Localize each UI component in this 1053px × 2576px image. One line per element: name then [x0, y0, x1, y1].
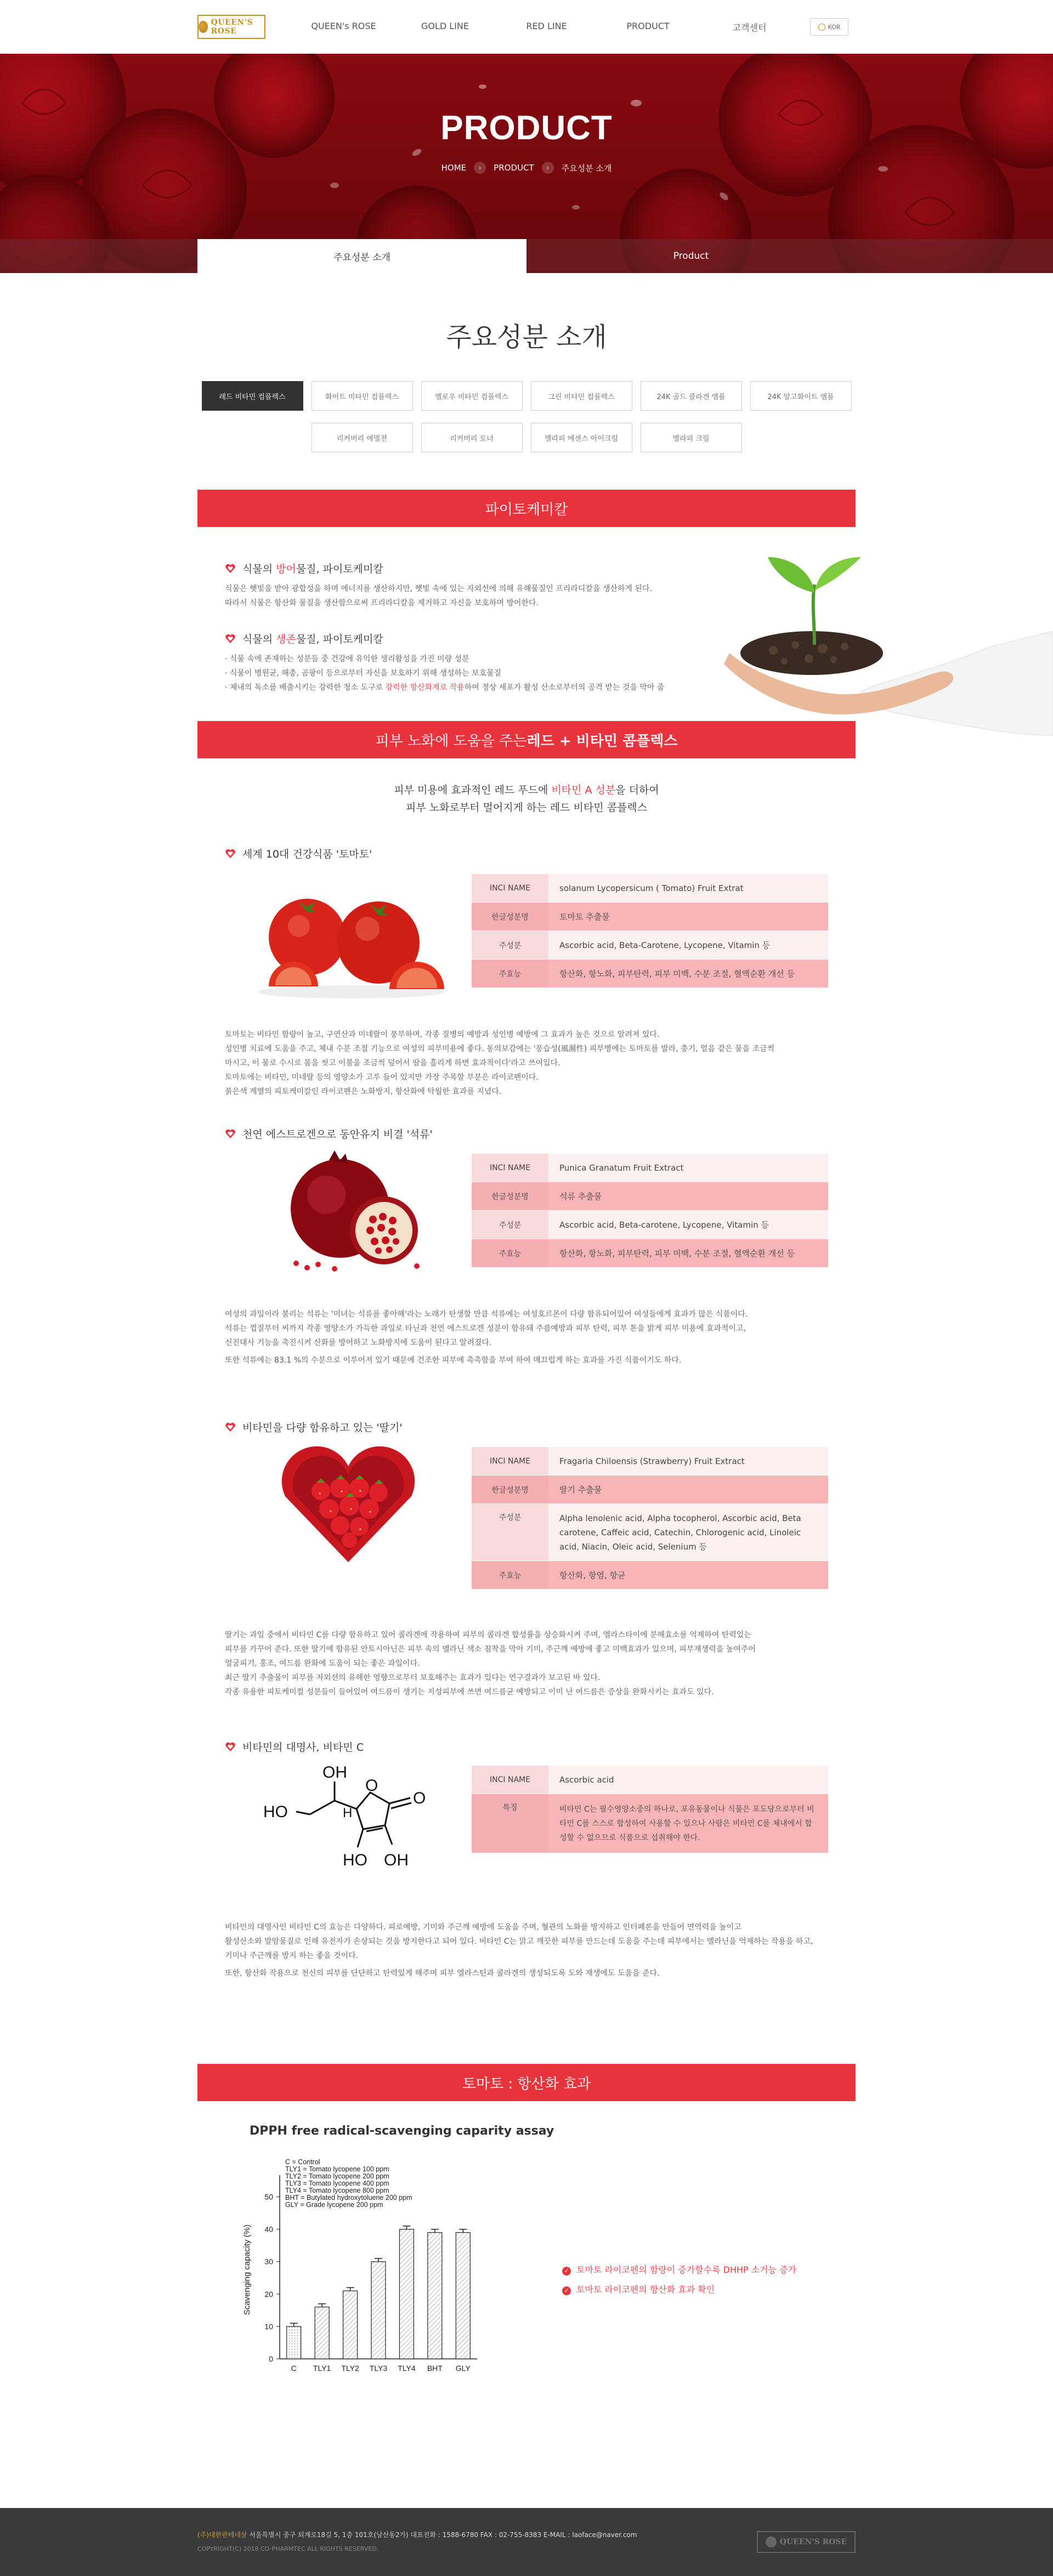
page-title: 주요성분 소개 [446, 322, 607, 353]
check-circle-icon: ✓ [562, 2286, 571, 2295]
row-value: 토마토 추출물 [548, 903, 828, 930]
row-value: 항산화, 항노화, 피부탄력, 피부 미백, 수분 조절, 혈액순환 개선 등 [548, 1239, 828, 1267]
table-row [472, 1504, 828, 1561]
antioxidant-section [197, 2101, 856, 2441]
text: 각종 유용한 피토케미컬 성분들이 들어있어 여드름이 생기는 지성피부에 쓰면 여드름균 예방되고 이미 난 여드름은 증상을 완화시키는 효과도 있다. [225, 1688, 714, 1696]
bullet: · 식물 속에 존재하는 성분들 중 건강에 유익한 생리활성을 가진 미량 성분 [225, 652, 707, 666]
food-description [225, 1028, 828, 1099]
text: 물질, 파이토케미칼 [296, 563, 383, 575]
antioxidant-bar: 토마토 : 항산화 효과 [197, 2064, 856, 2101]
sub-tabs [0, 239, 1053, 273]
text: 비타민의 대명사, 비타민 C [242, 1741, 364, 1754]
breadcrumb-product[interactable]: PRODUCT [494, 163, 534, 173]
text: 체내의 독소를 배출시키는 강력한 청소 도구로 [229, 683, 386, 692]
row-value: 석류 추출물 [548, 1182, 828, 1210]
row-value: 항산화, 항노화, 피부탄력, 피부 미백, 수분 조절, 혈액순환 개선 등 [548, 960, 828, 988]
heart-icon [225, 1742, 236, 1752]
text: 레드 + 비타민 콤플렉스 [526, 733, 678, 750]
language-selector[interactable] [810, 18, 848, 36]
breadcrumb-home[interactable]: HOME [441, 163, 467, 173]
table-row [472, 1561, 828, 1590]
heart-icon [225, 849, 236, 859]
pomegranate-image [274, 1148, 433, 1274]
text: 하여 정상 세포가 활성 산소로부터의 공격 받는 것을 막아 줌 [464, 683, 665, 692]
text: 신진대사 기능을 촉진시켜 산화를 방어하고 노화방지에 도움이 된다고 알려졌다. [225, 1338, 492, 1347]
bar-bht [428, 2233, 442, 2359]
bar-gly [456, 2233, 470, 2359]
row-key: INCI NAME [472, 874, 548, 902]
main-nav [293, 21, 800, 33]
row-value: Fragaria Chiloensis (Strawberry) Fruit Extract [548, 1447, 828, 1475]
category-melapi-cream[interactable]: 멜라피 크림 [641, 423, 742, 452]
table-row [472, 931, 828, 960]
row-key: INCI NAME [472, 1447, 548, 1475]
x-tick-label: TLY4 [398, 2364, 416, 2373]
text: 토마토 라이코펜의 항산화 효과 확인 [576, 2284, 715, 2295]
y-tick-label: 0 [269, 2354, 273, 2363]
legend-entry: BHT = Butylated hydroxytoluene 200 ppm [285, 2194, 412, 2201]
y-tick-label: 40 [264, 2225, 273, 2234]
y-axis-label: Scavenging capacity (%) [242, 2224, 252, 2316]
copyright: COPYRIGHT(C) 2018 CO-PHARMTEC ALL RIGHTS RESERVED. [197, 2545, 379, 2552]
footer-address [197, 2530, 637, 2539]
legend-entry: C = Control [285, 2158, 320, 2166]
row-value: Ascorbic acid, Beta-Carotene, Lycopene, Vitamin 등 [548, 931, 828, 959]
rose-logo-icon [199, 21, 208, 33]
table-row [472, 1447, 828, 1476]
text: 비타민의 대명사인 비타민 C의 효능은 다양하다. 피로예방, 기미와 주근깨 예방에 도움을 주며, 혈관의 노화를 방지하고 인터페론을 만들어 면역력을 높이고 [225, 1923, 741, 1932]
text: 생존 [276, 633, 296, 645]
rose-logo-icon [766, 2537, 777, 2547]
logo-text: QUEEN'S ROSE [779, 2538, 847, 2546]
y-tick-label: 10 [264, 2322, 273, 2331]
text: 물질, 파이토케미칼 [296, 633, 383, 645]
heart-icon [225, 1422, 236, 1432]
text: 방어 [276, 563, 296, 575]
text: 식물의 [242, 633, 276, 645]
row-key: INCI NAME [472, 1154, 548, 1182]
text: 토마토에는 비타민, 미네랄 등의 영양소가 고루 들어 있지만 가장 주목할 부분은 라이코펜이다. [225, 1073, 539, 1082]
page-hero-title: PRODUCT [440, 109, 613, 147]
table-row [472, 1239, 828, 1268]
ingredient-table [472, 1766, 828, 1853]
text: 을 더하여 [615, 784, 659, 796]
text: 석류는 껍질부터 씨까지 각종 영양소가 가득한 과일로 타닌과 천연 에스트로겐 성분이 함유돼 주름예방과 피부 탄력, 피부 톤을 밝게 피부 미용에 효과적이고, [225, 1324, 746, 1333]
text: 마시고, 이 물로 수시로 몸을 씻고 이불을 조금씩 덮어서 땀을 흘리게 하면 효과적이다'라고 쓰여있다. [225, 1059, 561, 1068]
food-description [225, 1920, 828, 1981]
x-tick-label: TLY3 [369, 2364, 388, 2373]
x-tick-label: TLY2 [341, 2364, 359, 2373]
bar-tly1 [315, 2307, 329, 2359]
legend-entry: GLY = Grade lycopene 200 ppm [285, 2201, 383, 2209]
row-key: 주효능 [472, 960, 548, 988]
x-tick-label: GLY [455, 2364, 471, 2373]
ingredient-table [472, 1154, 828, 1268]
bar-tly4 [399, 2229, 414, 2359]
table-row [472, 960, 828, 988]
bar-c [287, 2327, 301, 2359]
text: 여성의 과일이라 불리는 석류는 '미녀는 석류를 좋아해'라는 노래가 탄생할 만큼 석류에는 여성호르몬이 다량 함유되어있어 여성들에게 효과가 많은 식품이다. [225, 1310, 748, 1319]
phyto-heading-2 [225, 631, 383, 646]
legend-entry: TLY2 = Tomato lycopene 200 ppm [285, 2172, 389, 2180]
text: 활성산소와 발암물질로 인해 유전자가 손상되는 것을 방지한다고 되어 있다. 비타민 C는 맑고 깨끗한 피부를 만드는데 도움을 주는데 피부에서는 멜라닌을 억제하는 작용을 하고, [225, 1937, 813, 1946]
category-algo-white[interactable]: 24K 알고화이트 앰플 [750, 381, 852, 411]
chevron-right-icon: › [542, 162, 554, 174]
text: 비타민을 다량 함유하고 있는 '딸기' [242, 1422, 403, 1434]
legend-entry: TLY4 = Tomato lycopene 800 ppm [285, 2187, 389, 2194]
food-description [225, 1307, 828, 1368]
food-title [225, 1739, 364, 1754]
tomato-image [247, 882, 455, 1003]
phyto-p1: 식물은 햇빛을 받아 광합성을 하며 에너지를 생산하지만, 햇빛 속에 있는 자외선에 의해 유해물질인 프리라디칼을 생산하게 된다. [225, 585, 652, 593]
logo-text: QUEEN'S ROSE [211, 18, 253, 36]
nav-product[interactable]: PRODUCT [626, 20, 670, 31]
logo[interactable] [197, 15, 265, 39]
text: 천연 에스트로겐으로 동안유지 비결 '석류' [242, 1128, 433, 1141]
category-recovery-toner[interactable]: 리커버리 토너 [421, 423, 523, 452]
text: 또한, 항산화 작용으로 천신의 피부를 단단하고 탄력있게 해주며 피부 엘라스틴과 콜라겐의 생성되도록 도와 재생에도 도움을 준다. [225, 1969, 660, 1978]
text: 성인병 치료에 도움을 주고, 체내 수분 조절 기능으로 여성의 피부미용에 좋다. 동의보감에는 '풍습성(風濕性) 피부병에는 토마토를 발라, 충기, 얼음 같은 물을 조금씩 [225, 1045, 775, 1053]
text: 최근 딸기 추출물이 피부를 자외선의 유해한 영향으로부터 보호해주는 효과가 있다는 연구결과가 보고된 바 있다. [225, 1673, 601, 1682]
atom-ho: HO [263, 1803, 288, 1821]
category-red-vitamin[interactable]: 레드 비타민 컴플렉스 [202, 381, 303, 411]
food-pomegranate [197, 1115, 856, 1411]
row-key: 한글성분명 [472, 903, 548, 930]
atom-oh: OH [384, 1851, 409, 1869]
row-value: Punica Granatum Fruit Extract [548, 1154, 828, 1182]
bullet: · 식물이 병원균, 해충, 곰팡이 등으로부터 자신을 보호하기 위해 생성하는 보호물질 [225, 666, 707, 680]
atom-o: O [413, 1789, 426, 1807]
category-white-vitamin[interactable]: 화이트 비타민 컴플렉스 [312, 381, 413, 411]
y-tick-label: 30 [264, 2257, 273, 2266]
breadcrumb [0, 162, 1053, 174]
row-value: Ascorbic acid [548, 1766, 828, 1794]
row-value: Ascorbic acid, Beta-carotene, Lycopene, Vitamin 등 [548, 1211, 828, 1239]
tab-product[interactable]: Product [673, 251, 709, 262]
row-key: 한글성분명 [472, 1182, 548, 1210]
heart-icon [225, 1129, 236, 1139]
row-key: 특징 [472, 1794, 548, 1853]
row-key: 주효능 [472, 1561, 548, 1589]
text: 피부를 가꾸어 준다. 또한 딸기에 함유된 안토시아닌은 피부 속의 멜라닌 색소 침착을 막아 기미, 주근깨 예방에 좋고 미백효과가 있으며, 피부재생력을 높여주어 [225, 1645, 756, 1654]
table-row [472, 1182, 828, 1211]
text: 얼굴피기, 홍조, 여드름 완화에 도움이 되는 좋은 과일이다. [225, 1659, 420, 1668]
food-title [225, 1420, 403, 1434]
table-row [472, 1476, 828, 1504]
table-row [472, 1154, 828, 1182]
vitamin-c-structure-diagram [258, 1757, 444, 1883]
text: 서울특별시 중구 퇴계로18길 5, 1층 101호(남산동2가) 대표전화 : 1588-6780 FAX : 02-755-8383 E-MAIL : laoface@naver.com [247, 2531, 637, 2539]
heart-icon [225, 634, 236, 644]
breadcrumb-current: 주요성분 소개 [561, 163, 612, 173]
nav-queens-rose[interactable]: QUEEN's ROSE [311, 20, 376, 31]
category-yellow-vitamin[interactable]: 옐로우 비타민 컴플렉스 [421, 381, 523, 411]
phyto-section [197, 527, 856, 717]
text: 토마토는 비타민 함량이 높고, 구연산과 미네랄이 풍부하며, 각종 질병의 예방과 성인병 예방에 그 효과가 높은 것으로 알려져 있다. [225, 1030, 660, 1039]
row-key: 한글성분명 [472, 1476, 548, 1503]
finding-item [562, 2280, 796, 2300]
bullet [225, 680, 707, 695]
finding-item [562, 2260, 796, 2280]
text: 식물의 [242, 563, 276, 575]
text: 붉은색 계열의 피토케미칼인 라이코펜은 노화방지, 항산화에 탁월한 효과를 지녔다. [225, 1087, 502, 1096]
hero-banner [0, 54, 1053, 273]
row-key: 주효능 [472, 1239, 548, 1267]
company-name: (주)대한판테네살 [197, 2531, 247, 2539]
text: 세계 10대 건강식품 '토마토' [242, 848, 372, 860]
y-tick-label: 20 [264, 2289, 273, 2299]
text: 피부 미용에 효과적인 레드 푸드에 [394, 784, 552, 796]
phyto-p2: 따라서 식물은 항산화 물질을 생산함으로써 프리라디칼을 제거하고 자신을 보호하며 방어한다. [225, 599, 539, 608]
atom-h: H [343, 1806, 353, 1820]
check-circle-icon: ✓ [562, 2267, 571, 2276]
atom-oh: OH [322, 1763, 347, 1781]
ingredient-table [472, 874, 828, 988]
x-tick-label: C [291, 2364, 297, 2373]
row-key: 주성분 [472, 931, 548, 959]
nav-gold-line[interactable]: GOLD LINE [421, 20, 469, 31]
text: 강력한 항산화제로 작용 [385, 683, 465, 692]
tab-ingredients[interactable]: 주요성분 소개 [197, 239, 526, 273]
x-tick-label: BHT [427, 2364, 443, 2373]
row-key: INCI NAME [472, 1766, 548, 1794]
row-key: 주성분 [472, 1504, 548, 1561]
site-header [0, 0, 1053, 54]
row-value: 딸기 추출물 [548, 1476, 828, 1503]
category-buttons [197, 381, 856, 452]
y-tick-label: 50 [264, 2192, 273, 2201]
table-row [472, 1211, 828, 1239]
table-row [472, 1794, 828, 1853]
text: 피부 노화에 도움을 주는 [375, 733, 527, 750]
table-row [472, 903, 828, 931]
atom-o: O [365, 1777, 378, 1795]
row-value: Alpha lenolenic acid, Alpha tocopherol, Ascorbic acid, Beta carotene, Caffeic acid, Catechin, Chlorogenic acid, Linoleic acid, Niacin, Oleic acid, Selenium 등 [548, 1504, 828, 1561]
dpph-bar-chart [219, 2156, 526, 2386]
bar-tly3 [371, 2262, 386, 2359]
footer-logo[interactable] [757, 2531, 856, 2553]
category-gold-collagen[interactable]: 24K 골드 콜라겐 앰플 [641, 381, 742, 411]
phyto-bullets [225, 652, 707, 695]
legend-entry: TLY1 = Tomato lycopene 100 ppm [285, 2165, 389, 2173]
heart-icon [225, 564, 236, 574]
category-recovery-emulsion[interactable]: 리커버리 에멀젼 [312, 423, 413, 452]
row-key: 주성분 [472, 1211, 548, 1239]
food-vitamin-c [197, 1741, 856, 2064]
text: 딸기는 과일 중에서 비타민 C를 다량 함유하고 있어 콜라겐에 작용하여 피부의 콜라겐 합성률을 상승화시켜 주며, 엘라스타이에 분해효소를 억제하여 탄력있는 [225, 1631, 751, 1639]
legend-entry: TLY3 = Tomato lycopene 400 ppm [285, 2180, 389, 2187]
chart-title: DPPH free radical-scavenging caparity assay [250, 2124, 554, 2138]
bar-tly2 [343, 2291, 358, 2359]
chart-findings [562, 2260, 796, 2300]
food-tomato [197, 816, 856, 1115]
category-melapi-eye[interactable]: 멜라피 에센스 아이크림 [531, 423, 632, 452]
food-title [225, 1126, 433, 1141]
row-value: 비타민 C는 필수영양소중의 하나로, 포유동물이나 식물은 포도당으로부터 비타민 C를 스스로 합성하여 사용할 수 있으나 사람은 비타민 C를 체내에서 합성할 수 없으므로 식품으로 섭취해야 한다. [548, 1794, 828, 1853]
ingredient-table [472, 1447, 828, 1590]
nav-customer-center[interactable]: 고객센터 [732, 22, 767, 33]
language-label: KOR [828, 23, 841, 31]
table-row [472, 874, 828, 903]
x-tick-label: TLY1 [313, 2364, 331, 2373]
row-value: solanum Lycopersicum ( Tomato) Fruit Extrat [548, 874, 828, 902]
globe-icon [818, 24, 825, 31]
strawberry-heart-bowl-image [277, 1444, 420, 1565]
red-complex-intro [0, 781, 1053, 816]
hand-with-sprout-image [702, 554, 1053, 763]
category-green-vitamin[interactable]: 그린 비타민 컴플렉스 [531, 381, 632, 411]
chevron-right-icon: › [474, 162, 486, 174]
text: 기미나 주근깨를 방지 하는 좋을 것이다. [225, 1951, 359, 1960]
phyto-heading-1 [225, 561, 383, 576]
nav-red-line[interactable]: RED LINE [526, 20, 567, 31]
text: 또한 석류에는 83.1 %의 수분으로 이루어져 있기 때문에 건조한 피부에 촉촉함을 부여 하여 매끄럽게 하는 효과를 가진 식품이기도 하다. [225, 1356, 682, 1365]
text: 토마토 라이코펜의 함량이 증가할수록 DHHP 소거능 증가 [576, 2265, 797, 2275]
table-row [472, 1766, 828, 1794]
food-title [225, 846, 372, 861]
row-value: 항산화, 항염, 항균 [548, 1561, 828, 1589]
text: 비타민 A 성분 [551, 784, 616, 796]
atom-ho: HO [343, 1851, 367, 1869]
phyto-bar: 파이토케미칼 [197, 490, 856, 527]
text: 피부 노화로부터 멀어지게 하는 레드 비타민 콤플렉스 [405, 802, 648, 814]
site-footer [0, 2508, 1053, 2576]
food-description [225, 1628, 828, 1699]
food-strawberry [197, 1411, 856, 1746]
